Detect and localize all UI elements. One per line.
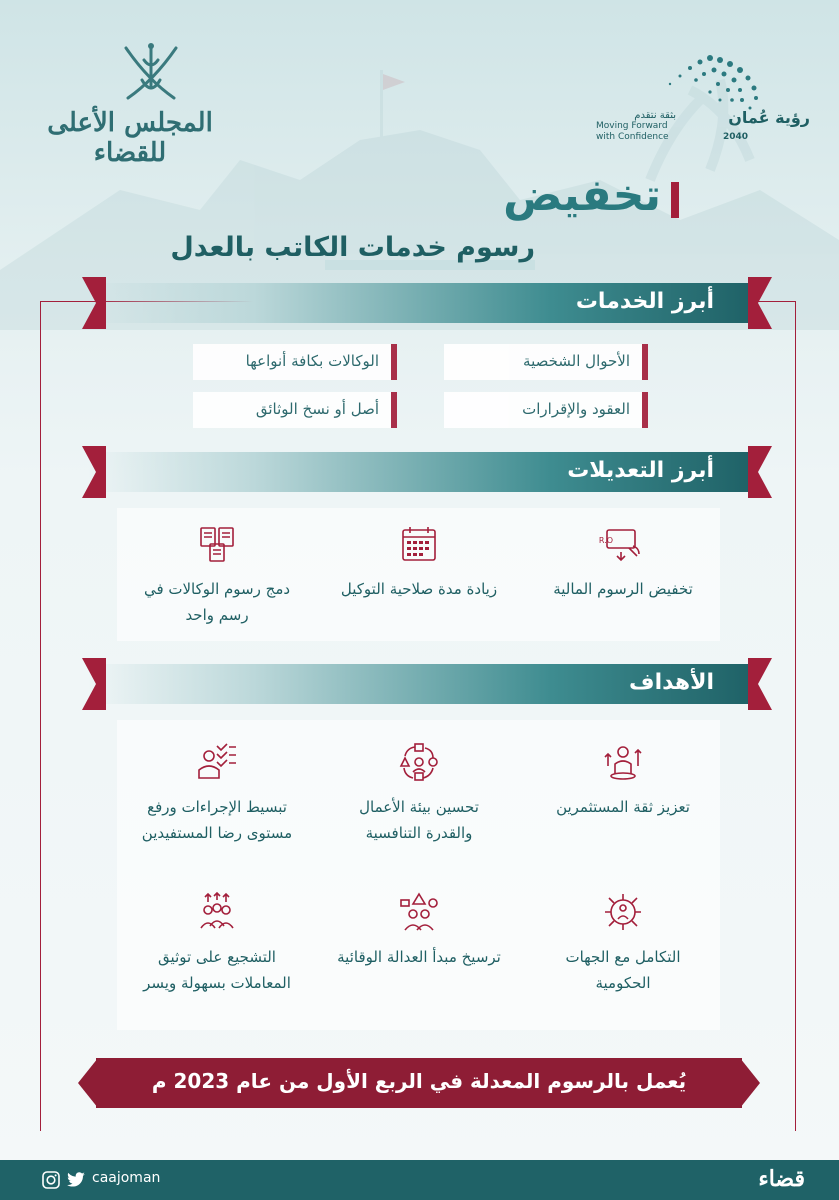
goal-item xyxy=(538,742,708,820)
effective-date-banner xyxy=(96,1058,742,1108)
twitter-icon[interactable] xyxy=(66,1172,86,1188)
vision-name: رؤية عُمان xyxy=(728,108,810,127)
title-accent-bar xyxy=(671,182,679,218)
goal-item xyxy=(132,892,302,996)
page-subtitle: رسوم خدمات الكاتب بالعدل xyxy=(170,232,535,263)
footer xyxy=(0,1160,839,1200)
justice-team-icon xyxy=(399,892,439,932)
section-notch-right-icon xyxy=(742,446,772,498)
goal-item xyxy=(132,742,302,846)
investor-growth-icon xyxy=(603,742,643,782)
goal-label: التشجيع على توثيق المعاملات بسهولة ويسر xyxy=(143,948,291,992)
calendar-icon xyxy=(399,524,439,564)
integration-network-icon xyxy=(603,892,643,932)
goal-label: تعزيز ثقة المستثمرين xyxy=(556,798,690,816)
banner-text: يُعمل بالرسوم المعدلة في الربع الأول من عام 2023 م xyxy=(151,1069,687,1093)
service-label: الأحوال الشخصية xyxy=(523,352,630,370)
supreme-judicial-council-logo xyxy=(30,40,230,168)
section-header-amendments xyxy=(88,452,750,492)
section-label-services: أبرز الخدمات xyxy=(575,289,714,314)
documents-merge-icon xyxy=(197,524,237,564)
amendment-label: زيادة مدة صلاحية التوكيل xyxy=(340,580,498,598)
section-notch-left-icon xyxy=(82,446,112,498)
goal-label: التكامل مع الجهات الحكومية xyxy=(565,948,681,992)
vision-year: 2040 xyxy=(722,132,748,142)
checklist-person-icon xyxy=(197,742,237,782)
goal-label: ترسيخ مبدأ العدالة الوقائية xyxy=(337,948,501,966)
section-notch-left-icon xyxy=(82,277,112,329)
section-label-goals: الأهداف xyxy=(629,670,714,695)
service-item xyxy=(193,392,397,428)
amendment-label: دمج رسوم الوكالات في رسم واحد xyxy=(143,580,291,624)
banner-cap-right-icon xyxy=(740,1058,760,1108)
service-accent-bar xyxy=(391,392,397,428)
vision-slogan-english: Moving Forward with Confidence xyxy=(596,121,669,142)
vision-slogan xyxy=(596,110,676,143)
oman-emblem-icon xyxy=(118,40,184,102)
amendments-panel xyxy=(117,508,720,641)
svg-text:R.O: R.O xyxy=(598,536,613,545)
oman-vision-2040-logo xyxy=(590,38,810,148)
council-name: المجلس الأعلى للقضاء xyxy=(47,108,213,168)
service-item xyxy=(444,392,648,428)
section-header-goals xyxy=(88,664,750,704)
receipt-money-icon xyxy=(598,524,643,564)
service-accent-bar xyxy=(642,344,648,380)
service-label: العقود والإقرارات xyxy=(522,400,630,418)
title-block xyxy=(0,170,839,270)
section-header-services xyxy=(88,283,750,323)
business-cycle-icon xyxy=(399,742,439,782)
vision-slogan-arabic: بثقة نتقدم xyxy=(634,110,676,121)
amendment-item xyxy=(132,524,302,628)
instagram-icon[interactable] xyxy=(42,1171,60,1189)
section-notch-right-icon xyxy=(742,658,772,710)
people-upload-icon xyxy=(197,892,237,932)
service-item xyxy=(444,344,648,380)
section-label-amendments: أبرز التعديلات xyxy=(567,458,714,483)
banner-cap-left-icon xyxy=(78,1058,98,1108)
service-item xyxy=(193,344,397,380)
section-notch-left-icon xyxy=(82,658,112,710)
amendment-label: تخفيض الرسوم المالية xyxy=(553,580,693,598)
service-accent-bar xyxy=(642,392,648,428)
amendment-item xyxy=(334,524,504,602)
goal-label: تحسين بيئة الأعمال والقدرة التنافسية xyxy=(359,798,479,842)
footer-brand-logo: قضاء xyxy=(758,1166,805,1192)
page-title: تخفيض xyxy=(503,170,661,221)
goal-label: تبسيط الإجراءات ورفع مستوى رضا المستفيدين xyxy=(141,798,293,842)
service-label: الوكالات بكافة أنواعها xyxy=(245,352,379,370)
social-handle[interactable]: caajoman xyxy=(92,1170,161,1186)
goal-item xyxy=(334,892,504,970)
goals-panel xyxy=(117,720,720,1030)
service-accent-bar xyxy=(391,344,397,380)
amendment-item xyxy=(538,524,708,602)
service-label: أصل أو نسخ الوثائق xyxy=(255,400,379,418)
section-notch-right-icon xyxy=(742,277,772,329)
goal-item xyxy=(334,742,504,846)
goal-item xyxy=(538,892,708,996)
